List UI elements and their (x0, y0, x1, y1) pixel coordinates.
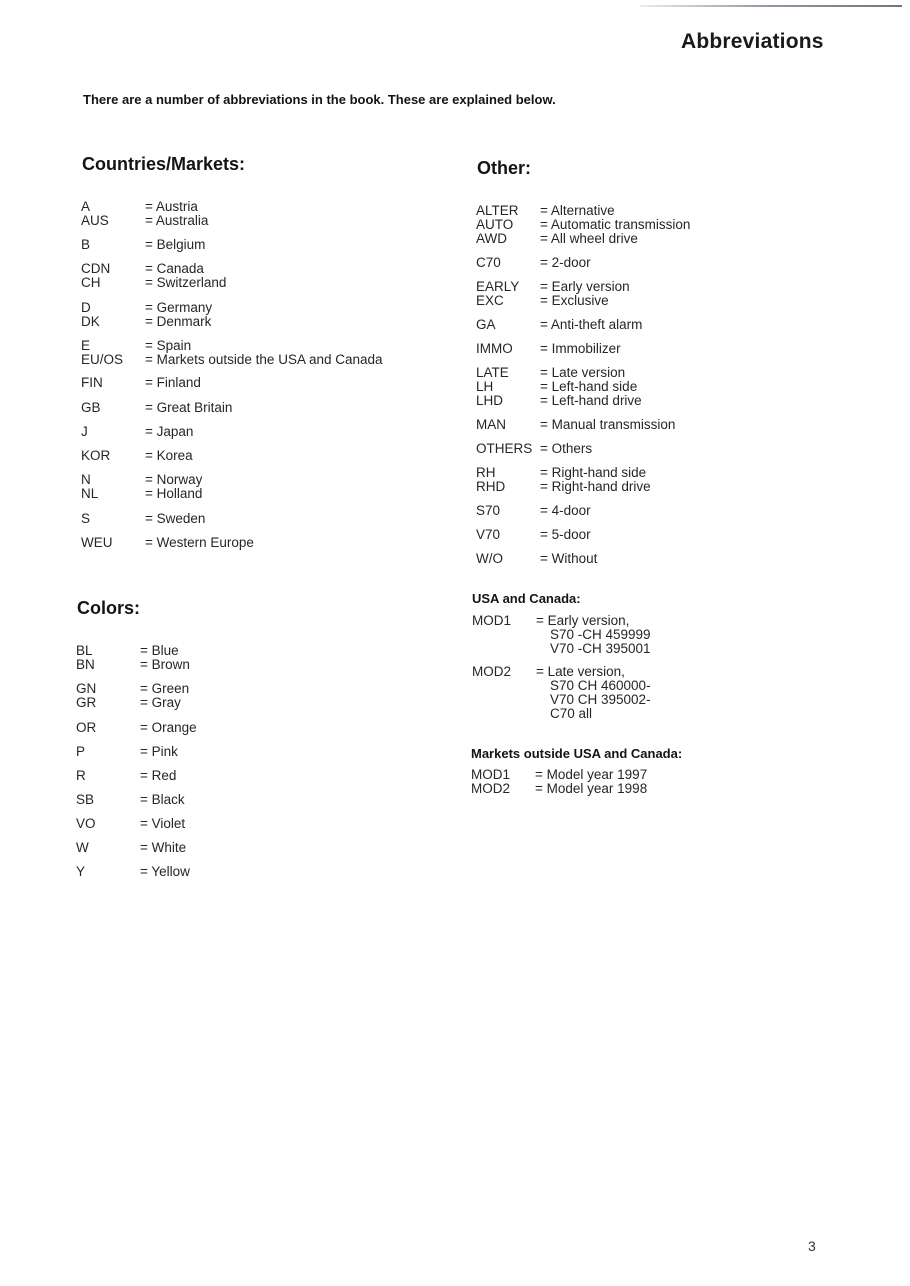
abbreviation-code: MOD2 (471, 781, 511, 796)
abbreviation-group (76, 817, 496, 831)
abbreviation-row (76, 745, 496, 759)
abbreviation-row (476, 480, 896, 494)
abbreviation-row (476, 342, 896, 356)
abbreviation-meaning: = Gray (140, 695, 181, 710)
abbreviation-row (472, 614, 892, 628)
abbreviation-row (81, 339, 501, 353)
abbreviation-code: NL (81, 486, 99, 501)
abbreviation-group (76, 769, 496, 783)
abbreviation-code: IMMO (476, 341, 513, 356)
abbreviation-code: OTHERS (476, 441, 533, 456)
abbreviation-group (81, 262, 501, 290)
abbreviation-meaning: = Pink (140, 744, 178, 759)
abbreviation-row (476, 280, 896, 294)
abbreviation-group (476, 418, 896, 432)
abbreviation-row (476, 504, 896, 518)
abbreviation-meaning: = Manual transmission (540, 417, 676, 432)
abbreviation-meaning: = Model year 1998 (535, 781, 648, 796)
abbreviation-meaning: = Great Britain (145, 400, 233, 415)
abbreviation-group (476, 442, 896, 456)
abbreviation-meaning: = Western Europe (145, 535, 254, 550)
abbreviation-code: LH (476, 379, 494, 394)
abbreviation-code: CDN (81, 261, 111, 276)
abbreviation-code: AUTO (476, 217, 514, 232)
page-number: 3 (808, 1238, 816, 1254)
abbreviation-code: W (76, 840, 89, 855)
abbreviation-row (81, 512, 501, 526)
abbreviation-meaning: S70 CH 460000- (550, 678, 651, 693)
abbreviation-code: GB (81, 400, 101, 415)
abbreviation-row (81, 262, 501, 276)
abbreviation-code: C70 (476, 255, 501, 270)
abbreviation-row (81, 214, 501, 228)
abbreviation-code: D (81, 300, 91, 315)
abbreviation-group (76, 745, 496, 759)
abbreviation-row (472, 707, 892, 721)
abbreviation-code: E (81, 338, 91, 353)
abbreviation-row (81, 449, 501, 463)
abbreviation-row (81, 487, 501, 501)
abbreviation-code: EU/OS (81, 352, 124, 367)
abbreviation-row (476, 366, 896, 380)
abbreviation-code: DK (81, 314, 100, 329)
abbreviation-meaning: = Korea (145, 448, 193, 463)
abbreviation-row (476, 528, 896, 542)
abbreviation-row (472, 628, 892, 642)
abbreviation-group (81, 536, 501, 550)
abbreviation-meaning: = Brown (140, 657, 190, 672)
abbreviation-meaning: = Belgium (145, 237, 206, 252)
abbreviation-code: LHD (476, 393, 504, 408)
abbreviation-code: BN (76, 657, 95, 672)
abbreviation-meaning: = 2-door (540, 255, 591, 270)
abbreviation-row (81, 376, 501, 390)
abbreviation-meaning: = Blue (140, 643, 179, 658)
abbreviation-code: VO (76, 816, 96, 831)
abbreviation-code: FIN (81, 375, 103, 390)
abbreviation-row (76, 841, 496, 855)
abbreviation-code: A (81, 199, 91, 214)
abbreviation-meaning: = Automatic transmission (540, 217, 691, 232)
abbreviation-code: EXC (476, 293, 504, 308)
abbreviation-code: ALTER (476, 203, 519, 218)
abbreviation-code: R (76, 768, 86, 783)
abbreviation-meaning: = Without (540, 551, 598, 566)
abbreviation-meaning: = Left-hand side (540, 379, 638, 394)
abbreviation-row (476, 232, 896, 246)
abbreviation-code: GR (76, 695, 97, 710)
abbreviation-group (476, 204, 896, 246)
colors-heading: Colors: (77, 598, 140, 618)
abbreviation-meaning: = Violet (140, 816, 186, 831)
abbreviation-meaning: = Right-hand drive (540, 479, 651, 494)
abbreviation-group (476, 342, 896, 356)
outside-markets-heading: Markets outside USA and Canada: (471, 746, 683, 761)
abbreviation-meaning: = Red (140, 768, 177, 783)
abbreviation-row (76, 769, 496, 783)
abbreviation-row (81, 425, 501, 439)
other-heading: Other: (477, 158, 531, 178)
abbreviation-code: AWD (476, 231, 507, 246)
abbreviation-code: MOD2 (472, 664, 512, 679)
abbreviation-code: WEU (81, 535, 113, 550)
abbreviation-row (76, 658, 496, 672)
abbreviation-group (476, 552, 896, 566)
abbreviation-row (76, 721, 496, 735)
abbreviation-row (471, 782, 891, 796)
abbreviation-code: KOR (81, 448, 111, 463)
abbreviation-code: J (81, 424, 88, 439)
abbreviation-row (476, 256, 896, 270)
abbreviation-group (476, 528, 896, 542)
abbreviation-group (476, 256, 896, 270)
abbreviation-meaning: = Anti-theft alarm (540, 317, 643, 332)
abbreviation-meaning: = Green (140, 681, 190, 696)
abbreviation-row (81, 200, 501, 214)
abbreviation-meaning: = Black (140, 792, 185, 807)
abbreviation-meaning: = Early version (540, 279, 630, 294)
abbreviation-meaning: = Others (540, 441, 593, 456)
abbreviation-meaning: = Switzerland (145, 275, 227, 290)
abbreviation-row (76, 682, 496, 696)
abbreviation-row (471, 768, 891, 782)
abbreviation-group (81, 339, 501, 367)
abbreviation-row (476, 418, 896, 432)
abbreviation-row (476, 294, 896, 308)
abbreviation-row (476, 218, 896, 232)
abbreviation-row (76, 696, 496, 710)
abbreviation-meaning: S70 -CH 459999 (550, 627, 651, 642)
abbreviation-meaning: V70 CH 395002- (550, 692, 651, 707)
abbreviation-group (476, 318, 896, 332)
abbreviation-row (476, 466, 896, 480)
abbreviation-code: MOD1 (472, 613, 512, 628)
abbreviation-meaning: = Holland (145, 486, 203, 501)
abbreviation-row (81, 401, 501, 415)
abbreviation-meaning: = Sweden (145, 511, 206, 526)
abbreviation-meaning: = Austria (145, 199, 198, 214)
abbreviation-group (76, 682, 496, 710)
abbreviation-row (472, 679, 892, 693)
abbreviation-code: EARLY (476, 279, 520, 294)
abbreviation-code: BL (76, 643, 93, 658)
abbreviation-code: P (76, 744, 86, 759)
abbreviation-group (81, 301, 501, 329)
abbreviation-group (476, 366, 896, 408)
abbreviation-code: SB (76, 792, 95, 807)
abbreviation-row (81, 353, 501, 367)
abbreviation-group (76, 841, 496, 855)
abbreviation-row (476, 442, 896, 456)
abbreviation-code: W/O (476, 551, 503, 566)
abbreviation-group (76, 644, 496, 672)
abbreviation-meaning: = Late version, (536, 664, 625, 679)
abbreviation-code: RHD (476, 479, 506, 494)
abbreviation-row (476, 204, 896, 218)
abbreviation-meaning: = Orange (140, 720, 197, 735)
abbreviation-group (81, 512, 501, 526)
abbreviation-row (76, 644, 496, 658)
abbreviation-meaning: = Norway (145, 472, 203, 487)
abbreviation-code: GA (476, 317, 496, 332)
abbreviation-meaning: = Early version, (536, 613, 630, 628)
abbreviation-meaning: = 4-door (540, 503, 591, 518)
abbreviation-meaning: = Yellow (140, 864, 190, 879)
abbreviation-row (472, 665, 892, 679)
abbreviation-meaning: = Spain (145, 338, 192, 353)
abbreviation-row (472, 642, 892, 656)
abbreviation-group (472, 614, 892, 656)
abbreviation-code: MOD1 (471, 767, 511, 782)
abbreviation-row (81, 301, 501, 315)
abbreviation-meaning: = Japan (145, 424, 194, 439)
abbreviation-row (76, 817, 496, 831)
abbreviation-row (81, 238, 501, 252)
abbreviation-group (81, 200, 501, 228)
top-rule-divider (640, 5, 902, 7)
abbreviation-group (81, 238, 501, 252)
abbreviation-group (76, 793, 496, 807)
abbreviation-row (81, 315, 501, 329)
abbreviation-meaning: = Germany (145, 300, 213, 315)
abbreviation-group (76, 865, 496, 879)
abbreviation-group (81, 449, 501, 463)
abbreviation-row (476, 318, 896, 332)
abbreviation-meaning: C70 all (550, 706, 593, 721)
abbreviation-row (476, 552, 896, 566)
abbreviation-meaning: V70 -CH 395001 (550, 641, 651, 656)
abbreviation-group (76, 721, 496, 735)
usa-canada-heading: USA and Canada: (472, 591, 581, 606)
abbreviation-meaning: = Denmark (145, 314, 212, 329)
abbreviation-row (81, 536, 501, 550)
abbreviation-meaning: = White (140, 840, 187, 855)
abbreviation-row (472, 693, 892, 707)
abbreviation-meaning: = Left-hand drive (540, 393, 642, 408)
abbreviation-group (81, 473, 501, 501)
abbreviation-code: MAN (476, 417, 506, 432)
abbreviation-code: S70 (476, 503, 501, 518)
abbreviation-code: LATE (476, 365, 509, 380)
abbreviation-code: S (81, 511, 91, 526)
abbreviation-group (81, 401, 501, 415)
abbreviation-code: CH (81, 275, 101, 290)
abbreviation-row (76, 793, 496, 807)
abbreviation-meaning: = Australia (145, 213, 209, 228)
abbreviation-meaning: = Late version (540, 365, 626, 380)
abbreviation-group (476, 466, 896, 494)
abbreviation-meaning: = 5-door (540, 527, 591, 542)
abbreviation-meaning: = All wheel drive (540, 231, 638, 246)
abbreviation-code: B (81, 237, 91, 252)
abbreviation-code: V70 (476, 527, 501, 542)
page-title: Abbreviations (681, 30, 824, 53)
abbreviation-meaning: = Alternative (540, 203, 615, 218)
abbreviation-row (76, 865, 496, 879)
abbreviation-code: GN (76, 681, 97, 696)
abbreviation-code: Y (76, 864, 86, 879)
abbreviation-code: OR (76, 720, 97, 735)
abbreviation-meaning: = Canada (145, 261, 204, 276)
abbreviation-meaning: = Right-hand side (540, 465, 647, 480)
abbreviation-meaning: = Immobilizer (540, 341, 621, 356)
abbreviation-group (471, 768, 891, 796)
abbreviation-row (476, 394, 896, 408)
abbreviation-group (81, 376, 501, 390)
abbreviation-row (81, 473, 501, 487)
abbreviation-meaning: = Exclusive (540, 293, 609, 308)
abbreviation-code: RH (476, 465, 496, 480)
abbreviation-code: N (81, 472, 91, 487)
abbreviation-group (476, 504, 896, 518)
abbreviation-group (476, 280, 896, 308)
abbreviation-group (81, 425, 501, 439)
abbreviation-row (81, 276, 501, 290)
abbreviation-group (472, 665, 892, 721)
countries-heading: Countries/Markets: (82, 154, 246, 174)
abbreviation-code: AUS (81, 213, 109, 228)
abbreviation-row (476, 380, 896, 394)
abbreviation-meaning: = Finland (145, 375, 201, 390)
abbreviation-meaning: = Markets outside the USA and Canada (145, 352, 383, 367)
intro-text: There are a number of abbreviations in the book. These are explained below. (83, 92, 556, 107)
abbreviation-meaning: = Model year 1997 (535, 767, 648, 782)
